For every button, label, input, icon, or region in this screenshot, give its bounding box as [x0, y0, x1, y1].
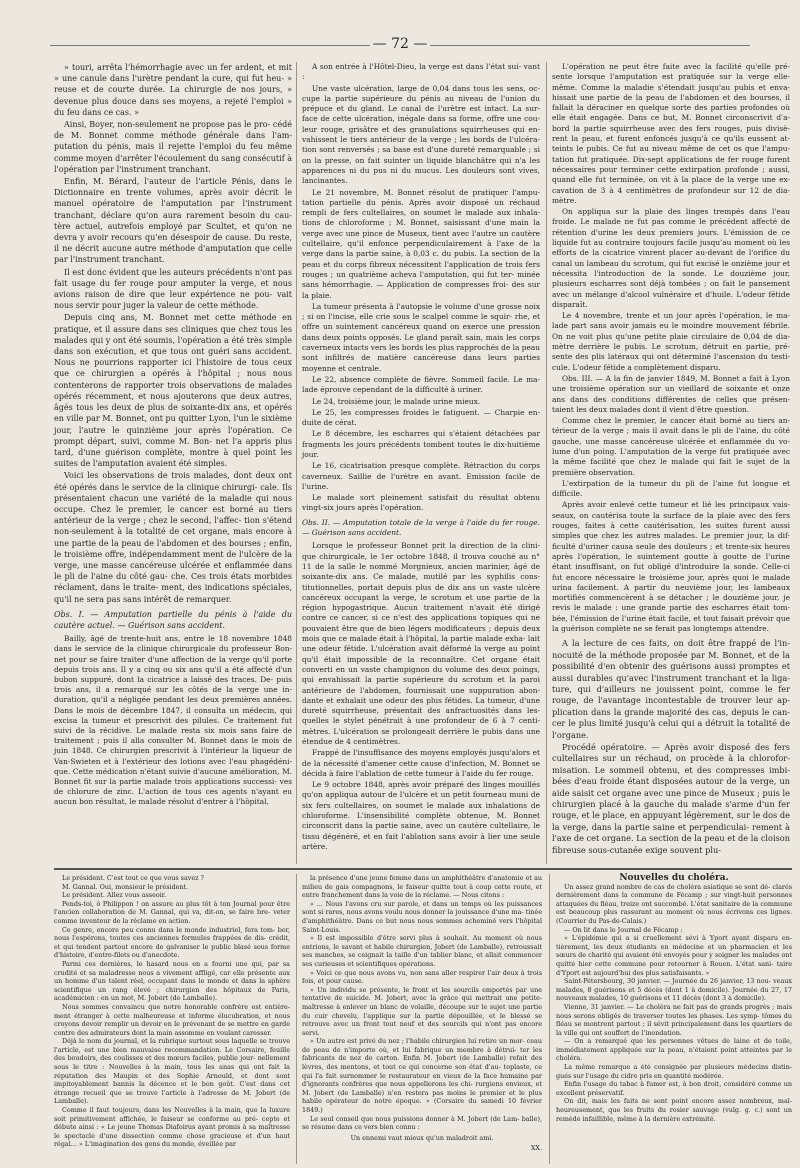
paragraph: La tumeur présenta à l'autopsie le volume d'une grosse noix ; si on l'incise, elle crie sous le scalpel comme le squir- rhe, et offre un suintement cancéreux quand on exerce une pression dans deux points opposés. Le gland paraît sain, mais les corps caverneux intacts vers les bords les plus rapprochés de la peau sont infiltrés de matière cancéreuse dans leurs parties moyenne et centrale.	[302, 301, 540, 373]
paragraph: Ainsi, Boyer, non-seulement ne propose pas le pro- cédé de M. Bonnet comme méthode générale dans l'am- putation du pénis, mais il rejette l'emploi du feu même comme moyen d'arrêter l'écoulement du sang consécutif à l'opération par l'instrument tranchant.	[54, 120, 292, 174]
column-1	[54, 62, 292, 809]
paragraph: On dit, mais les faits ne sont point encore assez nombreux, mal- heureusement, que les fruits du rosier sauvage (vulg. g. c.) sont un remède infaillible, même à la dernière extrémité.	[556, 1097, 792, 1123]
paragraph: Comme chez le premier, le cancer était borné au tiers an- térieur de la verge ; mais il avait dans le pli de l'aine, du côté gauche, une masse cancéreuse ulcérée et enflammée du vo- lume d'un poing. L'amputation de la verge fut pratiquée avec la même facilité que chez le malade qui fait le sujet de la première observation.	[552, 416, 790, 477]
paragraph: Nous sommes convaincu que notre honorable confrère est entière- ment étranger à cette malheureuse et informe élucubration, et nous croyons devoir remplir un devoir en le prévenant de se mettre en garde contre des admirateurs dont la main assomme en voulant caresser.	[54, 1002, 290, 1037]
paragraph: Le seul conseil que nous puissions donner à M. Jobert (de Lam- balle), se résume dans ce vers bien connu :	[302, 1114, 542, 1132]
paragraph: Une vaste ulcération, large de 0,04 dans tous les sens, oc- cupe la partie supérieure du pénis au niveau de l'union du prépuce et du gland. Le canal de l'urètre est intact. La sur- face de cette ulcération, inégale dans sa forme, offre une cou- leur rouge, grisâtre et des granulations squirrheuses qui en- vahissent le tiers antérieur de la verge ; les bords de l'ulcéra- tion sont renversés ; sa base est d'une dureté remarquable ; si on la presse, on fait suinter un liquide blanchâtre qui n'a les apparences ni du pus ni du mucus. Les douleurs sont vives, lancinantes.	[302, 83, 540, 186]
paragraph: Le président. Allez vous asseoir.	[62, 891, 167, 900]
paragraph: Après avoir enlevé cette tumeur et lié les principaux vais- seaux, on cautérisa toute la surface de la plaie avec des fers rouges, faites à cette cautérisation, les suites furent aussi simples que chez les autres malades. Le premier jour, la dif- ficulté d'uriner causa seule des douleurs ; et trente-six heures après l'opération, le suintement goutte à goutte de l'urine étant insuffisant, on fut obligé d'introduire la sonde. Celle-ci fut encore nécessaire le troisième jour, après quoi le malade urina facilement. A partir du neuvième jour, les lambeaux mortifiés commencèrent à se détacher ; le douzième jour, je revis le malade : une grande partie des escharres était tom- bée, l'émission de l'urine était facile, et tout faisait prévoir que la guérison complète ne se ferait pas longtemps attendre.	[552, 500, 790, 634]
paragraph: Le 25, les compresses froides le fatiguent. — Charpie en- duite de cérat.	[302, 407, 540, 428]
signature: XX.	[530, 1144, 542, 1153]
paragraph: Déjà le nom du journal, et la rubrique surtout sous laquelle se trouve l'article, est une bien mauvaise recommandation. Le Corsaire, feuille des boudoirs, des coulisses et des mœurs faciles, publie jour- nellement sous le titre : Nouvelles à la main, tous les anas qui ont fait la réputation des Maupin et des Sophie Arnould, et dont sont impitoyablement bannis la décence et le bon goût. C'est dans cet étrange recueil que se trouve l'article à l'adresse de M. Jobert (de Lamballe).	[54, 1037, 290, 1106]
paragraph: Un assez grand nombre de cas de choléra asiatique se sont dé- clarés dernièrement dans la commune de Fécamp ; sur vingt-huit personnes attaquées du fléau, treize ont succombé. L'état sanitaire de la commune est beaucoup plus rassurant au moment où nous écrivons ces lignes. (Courrier du Pas-de-Calais.)	[556, 882, 792, 925]
paragraph: La même remarque a été consignée par plusieurs médecins distin- gués sur l'usage du cidre pris en quantité modérée.	[556, 1063, 792, 1080]
paragraph: Saint-Pétersbourg, 30 janvier. — Journée du 26 janvier, 13 nou- veaux malades, 8 guérisons et 5 décès (dont 1 à domicile). Journée du 27, 17 nouveaux malades, 10 guérisons et 11 décès (dont 3 à domicile).	[556, 977, 792, 1003]
footer-rule	[54, 868, 792, 870]
observation-title: Obs. II. — Amputation totale de la verge à l'aide du fer rouge. — Guérison sans accident.	[302, 517, 540, 538]
paragraph: Vienne, 31 janvier. — Le choléra ne fait pas de grands progrès ; mais nous serons obligés de traverser toutes les phases. Les symp- tômes du fléau se montrent partout ; il sévit principalement dans les quartiers de la ville qui ont souffert de l'inondation.	[556, 1002, 792, 1037]
news-title: Nouvelles du choléra.	[619, 873, 729, 883]
paragraph: A son entrée à l'Hôtel-Dieu, la verge est dans l'état sui- vant :	[302, 62, 540, 82]
quote-line: Un ennemi vaut mieux qu'un maladroit ami.	[350, 1133, 494, 1142]
paragraph: » Un individu se présente, le front et les sourcils emportés par une tentative de suicide. M. Jobert, avec la grâce qui mettrait une petite-maîtresse à enlever un blanc de volaille, découpe sur le sujet une partie du cuir chevelu, l'applique sur la partie dépouillée, et le blessé se retrouve avec un front tout neuf et des sourcils qui n'ont pas encore servi.	[302, 985, 542, 1037]
paragraph: « ... Nous l'avons cru sur parole, et dans un temps où les puissances sont si rares, nous avons voulu nous donner la jouissance d'une ma- tinée d'amphithéâtre. Dans ce but nous nous sommes acheminé vers l'hôpital Saint-Louis.	[302, 899, 542, 934]
paragraph: — On lit dans le Journal de Fécamp :	[564, 925, 683, 934]
paragraph: Bailly, âgé de trente-huit ans, entre le 18 novembre 1848 dans le service de la clinique chirurgicale du professeur Bon- net pour se faire traiter d'une affection de la verge qu'il porte depuis trois ans. Il y a cinq ou six ans qu'il a été affecté d'un bubon suppuré, dont la cicatrice a laissé des traces. De- puis trois ans, il a remarqué sur les côtés de la verge une in- duration, qu'il a négligée pendant les deux premières années. Dans le mois de décembre 1847, il consulta un médecin, qui excisa la tumeur et prescrivit des pilules. Ce traitement fut suivi de la récidive. Le malade resta six mois sans faire de traitement ; puis il alla consulter M. Bonnet dans le mois de juin 1848. Ce chirurgien prescrivit à l'intérieur la liqueur de Van-Swieten et à l'extérieur des lotions avec l'eau phagédéni- que. Cette médication n'étant suivie d'aucune amélioration, M. Bonnet fit sur la partie malade trois applications successi- ves de chlorure de zinc. L'action de tous ces agents n'ayant eu aucun bon résultat, le malade résolut d'entrer à l'hôpital,	[54, 634, 292, 807]
paragraph: Enfin, M. Bérard, l'auteur de l'article Pénis, dans le Dictionnaire en trente volumes, après avoir décrit le manuel opératoire de l'amputation par l'instrument tranchant, déclare qu'on aura rarement besoin du cau- tère actuel, autrefois employé par Scultet, et qu'on ne devra y avoir recours qu'en désespoir de cause. Du reste, il ne décrit aucune autre méthode d'amputation que celle par l'instrument tranchant.	[54, 177, 292, 265]
paragraph: Ce genre, encore peu connu dans le monde industriel, fera tom- ber, nous l'espérons, toutes ces anciennes formules frappées de dis- crédit, et qui tendent partout encore de galvaniser le public blasé sous forme d'histoire, d'entre-filets ou d'anecdote.	[54, 925, 290, 960]
paragraph: L'extirpation de la tumeur du pli de l'aine fut longue et difficile.	[552, 478, 790, 499]
column-2	[302, 62, 540, 853]
paragraph: A la lecture de ces faits, on doit être frappé de l'in- nocuité de la méthode proposée par M. Bonnet, et de la possibilité d'en obtenir des guérisons aussi promptes et aussi durables qu'avec l'instrument tranchant et la liga- ture, qui d'ailleurs ne jouissent point, comme le fer rouge, de l'avantage incontestable de trouver leur ap- plication dans la grande majorité des cas, depuis le can- cer le plus limité jusqu'à celui qui a détruit la totalité de l'organe.	[552, 638, 790, 740]
feuilleton-column-2	[302, 874, 542, 1153]
paragraph: — On a remarqué que les personnes vêtues de laine et de toile, immédiatement appliquée sur la peau, n'étaient point atteintes par le choléra.	[556, 1037, 792, 1063]
paragraph: Le président. C'est tout ce que vous savez ?	[62, 874, 204, 882]
column-3	[552, 62, 790, 857]
paragraph: L'opération ne peut être faite avec la facilité qu'elle pré- sente lorsque l'amputation est pratiquée sur la verge elle- même. Comme la maladie s'étendait jusqu'au pubis et enva- hissait une partie de la peau de l'abdomen et des bourses, il fallait la déraciner en quelque sorte des parties profondes où elle était engagée. Dans ce but, M. Bonnet circonscrivit d'a- bord la partie squirrheuse avec des fers rouges, puis divisè- rent la peau, et furent enfoncés jusqu'à ce qu'ils eussent at- teints le pubis. Ce fut au niveau même de cet os que l'ampu- tation fut pratiquée. Dix-sept applications de fer rouge furent nécessaires pour terminer cette extirpation profonde ; aussi, quand elle fut terminée, on vit à la place de la verge une ex- cavation de 3 à 4 centimètres de profondeur sur 12 de dia- mètre.	[552, 62, 790, 205]
paragraph: M. Gannal. Oui, monsieur le président.	[62, 882, 189, 891]
paragraph: Parmi ces dernières, le hasard nous en a fourni une qui, par sa crudité et sa maladresse nous a vivement affligé, car elle présente aux un homme d'un talent réel, occupant dans le monde et dans la sphère scientifique un rang élevé ; chirurgien des hôpitaux de Paris, académicien : en un mot, M. Jobert (de Lamballe).	[54, 959, 290, 1003]
observation-title: Obs. I. — Amputation partielle du pénis à l'aide du cautère actuel. — Guérison sans accident.	[54, 609, 292, 630]
paragraph: Le 8 décembre, les escharres qui s'étaient détachées par fragments les jours précédents tombent toutes le dix-huitième jour.	[302, 429, 540, 459]
column-rule	[296, 874, 297, 1164]
paragraph: Comme il faut toujours, dans les Nouvelles à la main, que la luxure soit primitivement affichée, le faiseur se conforme au pré- cepte et débute ainsi : « Le jeune Thomas Diafoirus ayant promis à sa maîtresse le spectacle d'une dissection comme chose gracieuse et d'un haut régal... » L'imagination des gens du monde, éveillée par	[54, 1106, 290, 1149]
paragraph: Le 4 novembre, trente et un jour après l'opération, le ma- lade part sans avoir jamais eu le moindre mouvement fébrile. On ne voit plus qu'une petite plaie circulaire de 0,04 de dia- mètre derrière le pubis. Le scrotum, détruit en partie, pré- sente des plis latéraux qui ont déterminé l'ascension du testi- cule. L'odeur fétide a complètement disparu.	[552, 311, 790, 372]
paragraph: » Un autre est privé du nez ; l'habile chirurgien lui retire un mor- ceau de peau de n'importe où, et lui fabrique un membre à détrui- ter les fabricants de nez de carton. Enfin M. Jobert (de Lamballe) refait des lèvres, des mentons, et tout ce qui concerne son état d'au- toplaste, ce qui l'a fait surnommer le restaurateur en vieux de la face humaine par d'ignorants confrères que nous appellerons les chi- rurgiens envieux, et M. Jobert (de Lamballe) n'en restera pas moins le premier et le plus habile opérateur de notre époque. » (Corsaire du samedi 10 février 1849.)	[302, 1037, 542, 1115]
paragraph: Le 21 novembre, M. Bonnet résolut de pratiquer l'ampu- tation partielle du pénis. Après avoir disposé un réchaud rempli de fers cultellaires, on soumet le malade aux inhala- tions de chloroforme ; M. Bonnet, saisissant d'une main la verge avec une pince de Museux, tient avec l'autre un cautère cultellaire, qu'il enfonce perpendiculairement à l'axe de la verge dans la partie saine, à 0,03 c. du pubis. La section de la peau et du corps fibreux nécessitent l'application de trois fers rouges ; un quatrième acheva l'amputation, qui fut ter- minée sans hémorrhagie. — Application de compresses froi- des sur la plaie.	[302, 187, 540, 300]
column-rule	[296, 62, 297, 864]
column-rule	[549, 874, 550, 1164]
paragraph: Obs. III. — A la fin de janvier 1849, M. Bonnet a fait à Lyon une troisième opération sur un vieillard de soixante et onze ans dans des conditions différentes de celles que présen- taient les deux malades dont il vient d'être question.	[552, 373, 790, 414]
paragraph: Le malade sort pleinement satisfait du résultat obtenu vingt-six jours après l'opération.	[302, 493, 540, 513]
paragraph: Le 24, troisième jour, le malade urine mieux.	[312, 396, 481, 406]
paragraph: Depuis cinq ans, M. Bonnet met cette méthode en pratique, et il assure dans ses cliniques que chez tous les malades qui y ont été soumis, l'opération a été très simple dans son exécution, et que tous ont guéri sans accident. Nous ne pourrions rapporter ici l'histoire de tous ceux que ce chirurgien a opérés à l'hôpital ; nous nous contenterons de rapporter trois observations de malades opérés récemment, et nous ajouterons que deux autres, âgés tous les deux de plus de soixante-dix ans, et opérés en ville par M. Bonnet, ont pu quitter Lyon, l'un le sixième jour, l'autre le quinzième jour après l'opération. Ce prompt départ, suivi, comme M. Bon- net l'a appris plus tard, d'une guérison complète, montre à quel point les suites de l'amputation avaient été simples.	[54, 313, 292, 469]
paragraph: » Voici ce que nous avons vu, non sans aller respirer l'air deux à trois fois, et pour cause.	[302, 968, 542, 986]
paragraph: Frappé de l'insuffisance des moyens employés jusqu'alors et de la nécessité d'amener cette cause d'infection, M. Bonnet se décida à faire l'ablation de cette tumeur à l'aide du fer rouge.	[302, 748, 540, 778]
column-rule	[546, 62, 547, 864]
feuilleton-column-1	[54, 874, 290, 1149]
paragraph: Le 16, cicatrisation presque complète. Rétraction du corps caverneux. Saillie de l'urètre en avant. Emission facile de l'urine.	[302, 461, 540, 491]
paragraph: Procédé opératoire. — Après avoir disposé des fers cultellaires sur un réchaud, on procède à la chlorofor- misation. Le sommeil obtenu, et des compresses imbi- bées d'eau froide étant disposées autour de la verge, un aide saisit cet organe avec une pince de Museux ; puis le chirurgien placé à la gauche du malade s'arme d'un fer rouge, et le place, en appuyant légèrement, sur le dos de la verge, dans la partie saine et perpendiculai- rement à l'axe de cet organe. La section de la peau et de la cloison fibreuse sous-cutanée exige souvent plu-	[552, 741, 790, 855]
paragraph: Enfin l'usage du tabac à fumer est, à bon droit, considéré comme un excellent préservatif.	[556, 1080, 792, 1097]
paragraph: » touri, arrêta l'hémorrhagie avec un fer ardent, et mit » une canule dans l'urètre pendant la cure, qui fut heu- » reuse et de courte durée. La chirurgie de nos jours, » devenue plus douce dans ses moyens, a rejeté l'emploi » du feu dans ce cas. »	[54, 63, 292, 117]
paragraph: Il est donc évident que les auteurs précédents n'ont pas fait usage du fer rouge pour amputer la verge, et nous avions raison de dire que leur expérience ne pou- vait nous servir pour juger la valeur de cette méthode.	[54, 267, 292, 311]
paragraph: Le 9 octobre 1848, après avoir préparé des linges mouillés qu'on appliqua autour de l'ulcère et un petit fourneau muni de six fers cultellaires, on soumet le malade aux inhalations de chloroforme. L'insensibilité complète obtenue, M. Bonnet circonscrit dans la partie saine, avec un cautère cultellaire, le tissu dégénéré, et en fait l'ablation sans avoir à lier une seule artère.	[302, 780, 540, 851]
paragraph: Lorsque le professeur Bonnet prit la direction de la clini- que chirurgicale, le 1er octobre 1848, il trouva couché au n° 11 de la salle le nommé Morgnieux, ancien marinier, âgé de soixante-dix ans. Ce malade, mutilé par les syphilis cons- titutionnelles, portait depuis plus de dix ans un vaste ulcère cancéreux occupant la verge, le scrotum et une partie de la région hypogastrique. Aucun traitement n'avait été dirigé contre ce cancer, si ce n'est des applications topiques qui ne pouvaient être que de bien légers modificateurs ; depuis deux mois que ce malade était à l'hôpital, la partie malade exha- lait une odeur fétide. L'ulcération avait déformé la verge au point qu'il était impossible de la reconnaître. Cet organe était converti en un vaste champignon du volume des deux poings, qui envahissait la partie supérieure du scrotum et la paroi antérieure de l'abdomen, fournissait une suppuration abon- dante et exhalait une odeur des plus fétides. La tumeur, d'une dureté squirrheuse, présentait des anfractuosités dans les- quelles le stylet pénétrait à une profondeur de 6 à 7 centi- mètres. L'ulcération se prolongeait derrière le pubis dans une étendue de 4 centimètres.	[302, 541, 540, 746]
paragraph: « L'épidémie qui a si cruellement sévi à Yport ayant disparu en- tièrement, les deux étudiants en médecine et un pharmacien et les sœurs de charité qui avaient été envoyés pour y soigner les malades ont quitté hier cette commune pour retourner à Rouen. L'état sani- taire d'Yport est aujourd'hui des plus satisfaisants. »	[556, 934, 792, 977]
paragraph: Pends-toi, ô Philippon ! on assure au plus tôt à ton Journal pour être l'ancien collaboration de M. Gannal, qui va, dit-on, se faire bre- veter comme inventeur de la réclame en action.	[54, 899, 290, 925]
cholera-news-column	[556, 874, 792, 1123]
paragraph: Voici les observations de trois malades, dont deux ont été opérés dans le service de la clinique chirurgi- cale. Ils présentaient chacun une variété de la maladie qui nous occupe. Chez le premier, le cancer est borné au tiers antérieur de la verge ; chez le second, l'affec- tion s'étend non-seulement à la totalité de cet organe, mais encore à une partie de la peau de l'abdomen et des bourses ; enfin, le troisième offre, indépendamment ment de l'ulcère de la verge, une masse cancéreuse ulcérée et enflammée dans le pli de l'aine du côté gau- che. Ces trois états morbides réclament, dans le traite- ment, des indications spéciales, qu'il ne sera pas sans intérêt de remarquer.	[54, 471, 292, 604]
paragraph: la présence d'une jeune femme dans un amphithéâtre d'anatomie et au milieu de gais compagnons, le faiseur quitte tout à coup cette route, et entre franchement dans la voie de la réclame. — Nous citons :	[302, 874, 542, 900]
paragraph: On appliqua sur la plaie des linges trempés dans l'eau froide. Le malade ne fut pas comme le précédent affecté de rétention d'urine les deux premiers jours. L'émission de ce liquide fut au contraire toujours facile jusqu'au moment où les efforts de la cicatrice vinrent placer au-devant de l'orifice du canal un lambeau du scrotum, qui fut excisé le onzième jour et nécessita l'introduction de la sonde. Le douzième jour, plusieurs escharres sont déjà tombées ; on fait le pansement avec un mélange d'alcool vulnéraire et d'huile. L'odeur fétide disparaît.	[552, 207, 790, 309]
page-number: — 72 —	[0, 36, 800, 52]
paragraph: Le 22, absence complète de fièvre. Sommeil facile. Le ma- lade éprouve cependant de la difficulté à uriner.	[302, 374, 540, 395]
paragraph: » Il est impossible d'être servi plus à souhait. Au moment où nous entrions, le savant et habile chirurgien, Jobert (de Lamballe), retroussait ses manches, se ceignait la taille d'un tablier blanc, et allait commencer ses curieuses et scientifiques opérations.	[302, 934, 542, 968]
